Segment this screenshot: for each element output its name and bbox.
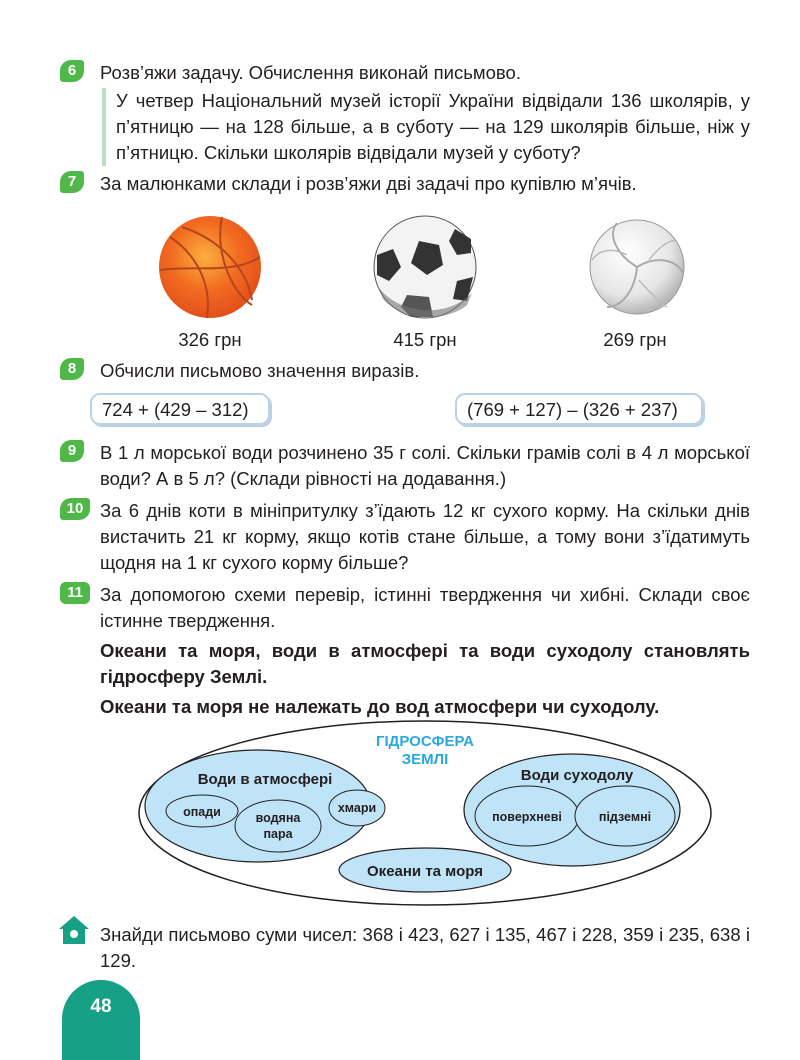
- hydrosphere-title-line1: ГІДРОСФЕРА: [376, 733, 474, 750]
- task-7-instruction: За малюнками склади і розв’яжи дві задачі про купівлю м’ячів.: [100, 173, 637, 194]
- expression-2: (769 + 127) – (326 + 237): [455, 393, 703, 425]
- task-11-instruction: За допомогою схеми перевір, істинні твердження чи хибні. Склади своє істинне твердження.: [100, 584, 750, 631]
- hydrosphere-title-line2: ЗЕМЛІ: [401, 751, 449, 768]
- task-8: [60, 358, 750, 384]
- task-number-7: 7: [60, 171, 84, 193]
- task-9: [60, 440, 750, 492]
- basketball-price: 326 грн: [178, 329, 242, 350]
- expression-1: 724 + (429 – 312): [90, 393, 270, 425]
- task-number-10: 10: [60, 498, 90, 520]
- task-11-statement-1: Океани та моря, води в атмосфері та води суходолу становлять гідросферу Землі.: [100, 640, 750, 687]
- volleyball-price: 269 грн: [603, 329, 667, 350]
- task-8-instruction: Обчисли письмово значення виразів.: [100, 360, 420, 381]
- task-6: [60, 60, 750, 166]
- vapor-label-line2: пара: [263, 827, 293, 841]
- task-9-text: В 1 л морської води розчинено 35 г солі. Скільки грамів солі в 4 л морської води? А в 5 л? (Склади рівності на додавання.): [100, 442, 750, 489]
- volleyball-item: [575, 215, 695, 351]
- task-number-11: 11: [60, 582, 90, 604]
- basketball-item: [150, 215, 270, 351]
- vapor-label-line1: водяна: [255, 811, 301, 825]
- task-number-6: 6: [60, 60, 84, 82]
- clouds-label: хмари: [337, 801, 377, 815]
- task-6-instruction: Розв’яжи задачу. Обчислення виконай письмово.: [100, 62, 521, 83]
- precipitation-label: опади: [183, 805, 221, 819]
- balls-row: [100, 215, 740, 350]
- hydrosphere-diagram: [135, 718, 715, 908]
- basketball-icon: [152, 215, 268, 319]
- vapor-ellipse: [235, 800, 321, 852]
- task-7: [60, 171, 750, 197]
- task-6-problem-box: [102, 88, 750, 166]
- task-11: [60, 582, 750, 720]
- task-number-8: 8: [60, 358, 84, 380]
- surface-label: поверхневі: [492, 810, 562, 824]
- task-10: [60, 498, 750, 576]
- soccer-ball-price: 415 грн: [393, 329, 457, 350]
- volleyball-icon: [577, 215, 693, 319]
- land-label: Води суходолу: [520, 767, 634, 784]
- page-number-tab: [62, 980, 140, 1060]
- task-number-9: 9: [60, 440, 84, 462]
- soccer-ball-item: [365, 215, 485, 351]
- task-11-statement-2: Океани та моря не належать до вод атмосфери чи суходолу.: [100, 696, 660, 717]
- page-number: 48: [90, 996, 112, 1017]
- task-10-text: За 6 днів коти в мініпритулку з’їдають 12 кг сухого корму. На скільки днів вистачить 21 кг корму, якщо котів стане більше, а тому вони з’їдатимуть щодня на 1 кг сухого корму більше?: [100, 500, 750, 573]
- atmosphere-label: Води в атмосфері: [197, 771, 333, 788]
- homework-text: Знайди письмово суми чисел: 368 і 423, 627 і 135, 467 і 228, 359 і 235, 638 і 129.: [100, 924, 750, 971]
- homework-task: [60, 922, 750, 974]
- task-6-problem: У четвер Національний музей історії України відвідали 136 школярів, у п’ятницю — на 128 більше, а в суботу — на 129 школярів більше, ніж у п’ятницю. Скільки школярів відвідали музей у суботу?: [116, 90, 750, 163]
- underground-label: підземні: [598, 810, 652, 824]
- oceans-label: Океани та моря: [367, 863, 483, 880]
- soccer-ball-icon: [367, 215, 483, 319]
